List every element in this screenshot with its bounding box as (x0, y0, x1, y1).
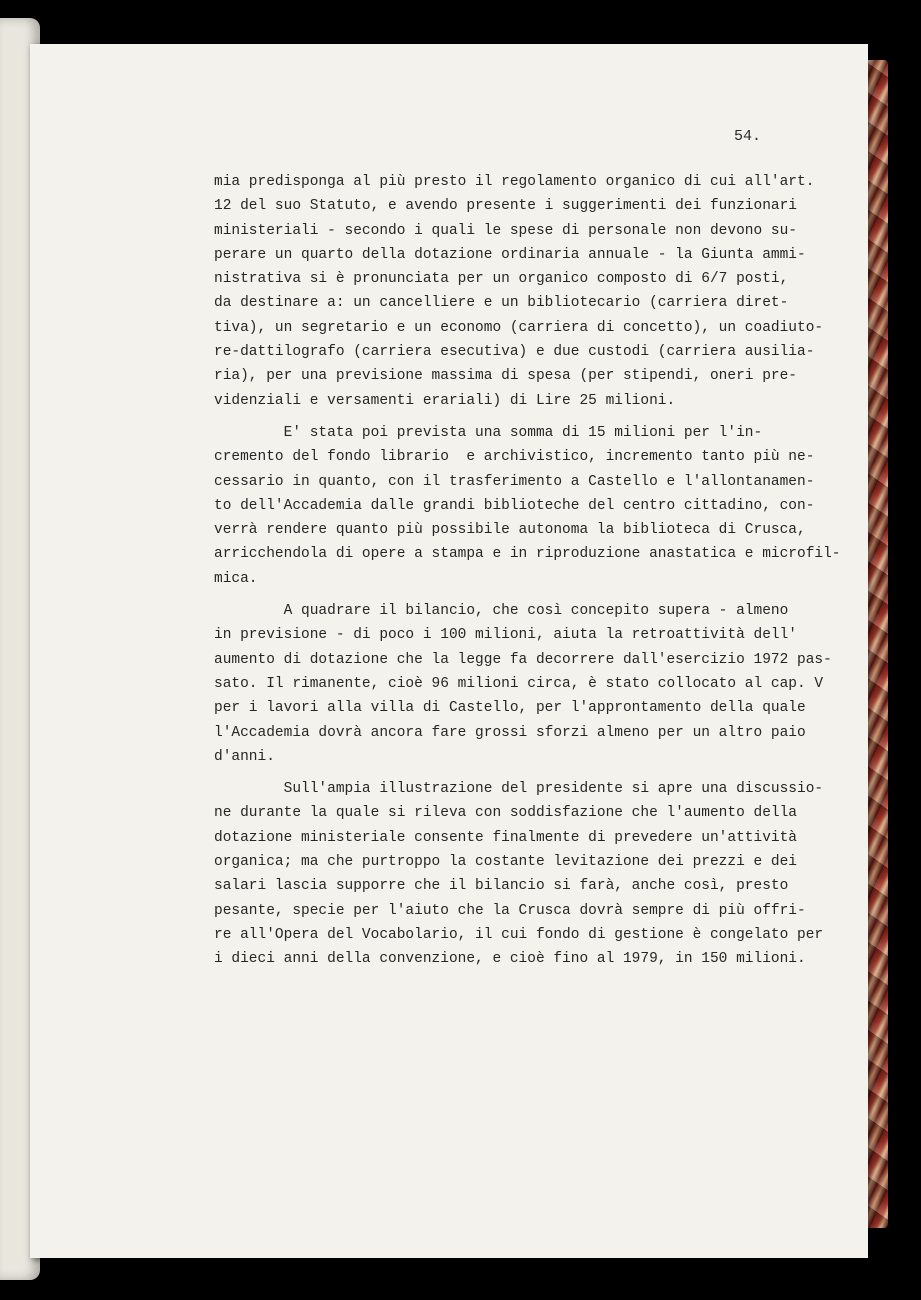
text-line: E' stata poi prevista una somma di 15 milioni per l'in- (214, 424, 763, 441)
text-line: videnziali e versamenti erariali) di Lire 25 milioni. (214, 392, 676, 409)
paragraph-3 (214, 599, 832, 769)
text-line: in previsione - di poco i 100 milioni, aiuta la retroattività dell' (214, 627, 797, 644)
text-line: dotazione ministeriale consente finalmente di prevedere un'attività (214, 829, 797, 846)
text-line: cessario in quanto, con il trasferimento a Castello e l'allontanamen- (214, 473, 815, 490)
text-line: sato. Il rimanente, cioè 96 milioni circa, è stato collocato al cap. V (214, 675, 824, 692)
text-line: l'Accademia dovrà ancora fare grossi sforzi almeno per un altro paio (214, 724, 806, 741)
text-line: arricchendola di opere a stampa e in riproduzione anastatica e microfil- (214, 546, 841, 563)
text-line: cremento del fondo librario e archivistico, incremento tanto più ne- (214, 449, 815, 466)
paragraph-gap (214, 413, 774, 421)
text-line: mia predisponga al più presto il regolamento organico di cui all'art. (214, 174, 815, 190)
text-line: perare un quarto della dotazione ordinaria annuale - la Giunta ammi- (214, 246, 806, 263)
text-line: d'anni. (214, 748, 275, 765)
paragraph-gap (214, 591, 774, 599)
paragraph-1 (214, 170, 824, 413)
text-line: i dieci anni della convenzione, e cioè fino al 1979, in 150 milioni. (214, 951, 806, 968)
paragraph-gap (214, 769, 774, 777)
text-line: ria), per una previsione massima di spesa (per stipendi, oneri pre- (214, 368, 797, 385)
document-body (214, 170, 841, 972)
text-line: 12 del suo Statuto, e avendo presente i suggerimenti dei funzionari (214, 198, 797, 215)
text-line: organica; ma che purtroppo la costante levitazione dei prezzi e dei (214, 854, 797, 871)
text-line: re all'Opera del Vocabolario, il cui fondo di gestione è congelato per (214, 926, 824, 943)
page-number: 54. (734, 128, 762, 145)
text-line: aumento di dotazione che la legge fa decorrere dall'esercizio 1972 pas- (214, 651, 832, 668)
text-line: per i lavori alla villa di Castello, per l'approntamento della quale (214, 700, 806, 717)
text-line: Sull'ampia illustrazione del presidente si apre una discussio- (214, 781, 824, 798)
text-line: A quadrare il bilancio, che così concepito supera - almeno (214, 603, 789, 620)
text-line: da destinare a: un cancelliere e un bibliotecario (carriera diret- (214, 295, 789, 312)
text-line: ne durante la quale si rileva con soddisfazione che l'aumento della (214, 805, 797, 822)
text-line: pesante, specie per l'aiuto che la Crusca dovrà sempre di più offri- (214, 902, 806, 919)
text-line: ministeriali - secondo i quali le spese di personale non devono su- (214, 222, 797, 239)
text-line: tiva), un segretario e un economo (carriera di concetto), un coadiuto- (214, 319, 824, 336)
text-line: nistrativa si è pronunciata per un organico composto di 6/7 posti, (214, 271, 789, 288)
text-line: re-dattilografo (carriera esecutiva) e due custodi (carriera ausilia- (214, 344, 815, 361)
paragraph-4 (214, 777, 824, 971)
text-line: to dell'Accademia dalle grandi biblioteche del centro cittadino, con- (214, 497, 815, 514)
paragraph-2 (214, 421, 841, 591)
text-line: mica. (214, 570, 258, 587)
text-line: salari lascia supporre che il bilancio si farà, anche così, presto (214, 878, 789, 895)
text-line: verrà rendere quanto più possibile autonoma la biblioteca di Crusca, (214, 522, 806, 539)
